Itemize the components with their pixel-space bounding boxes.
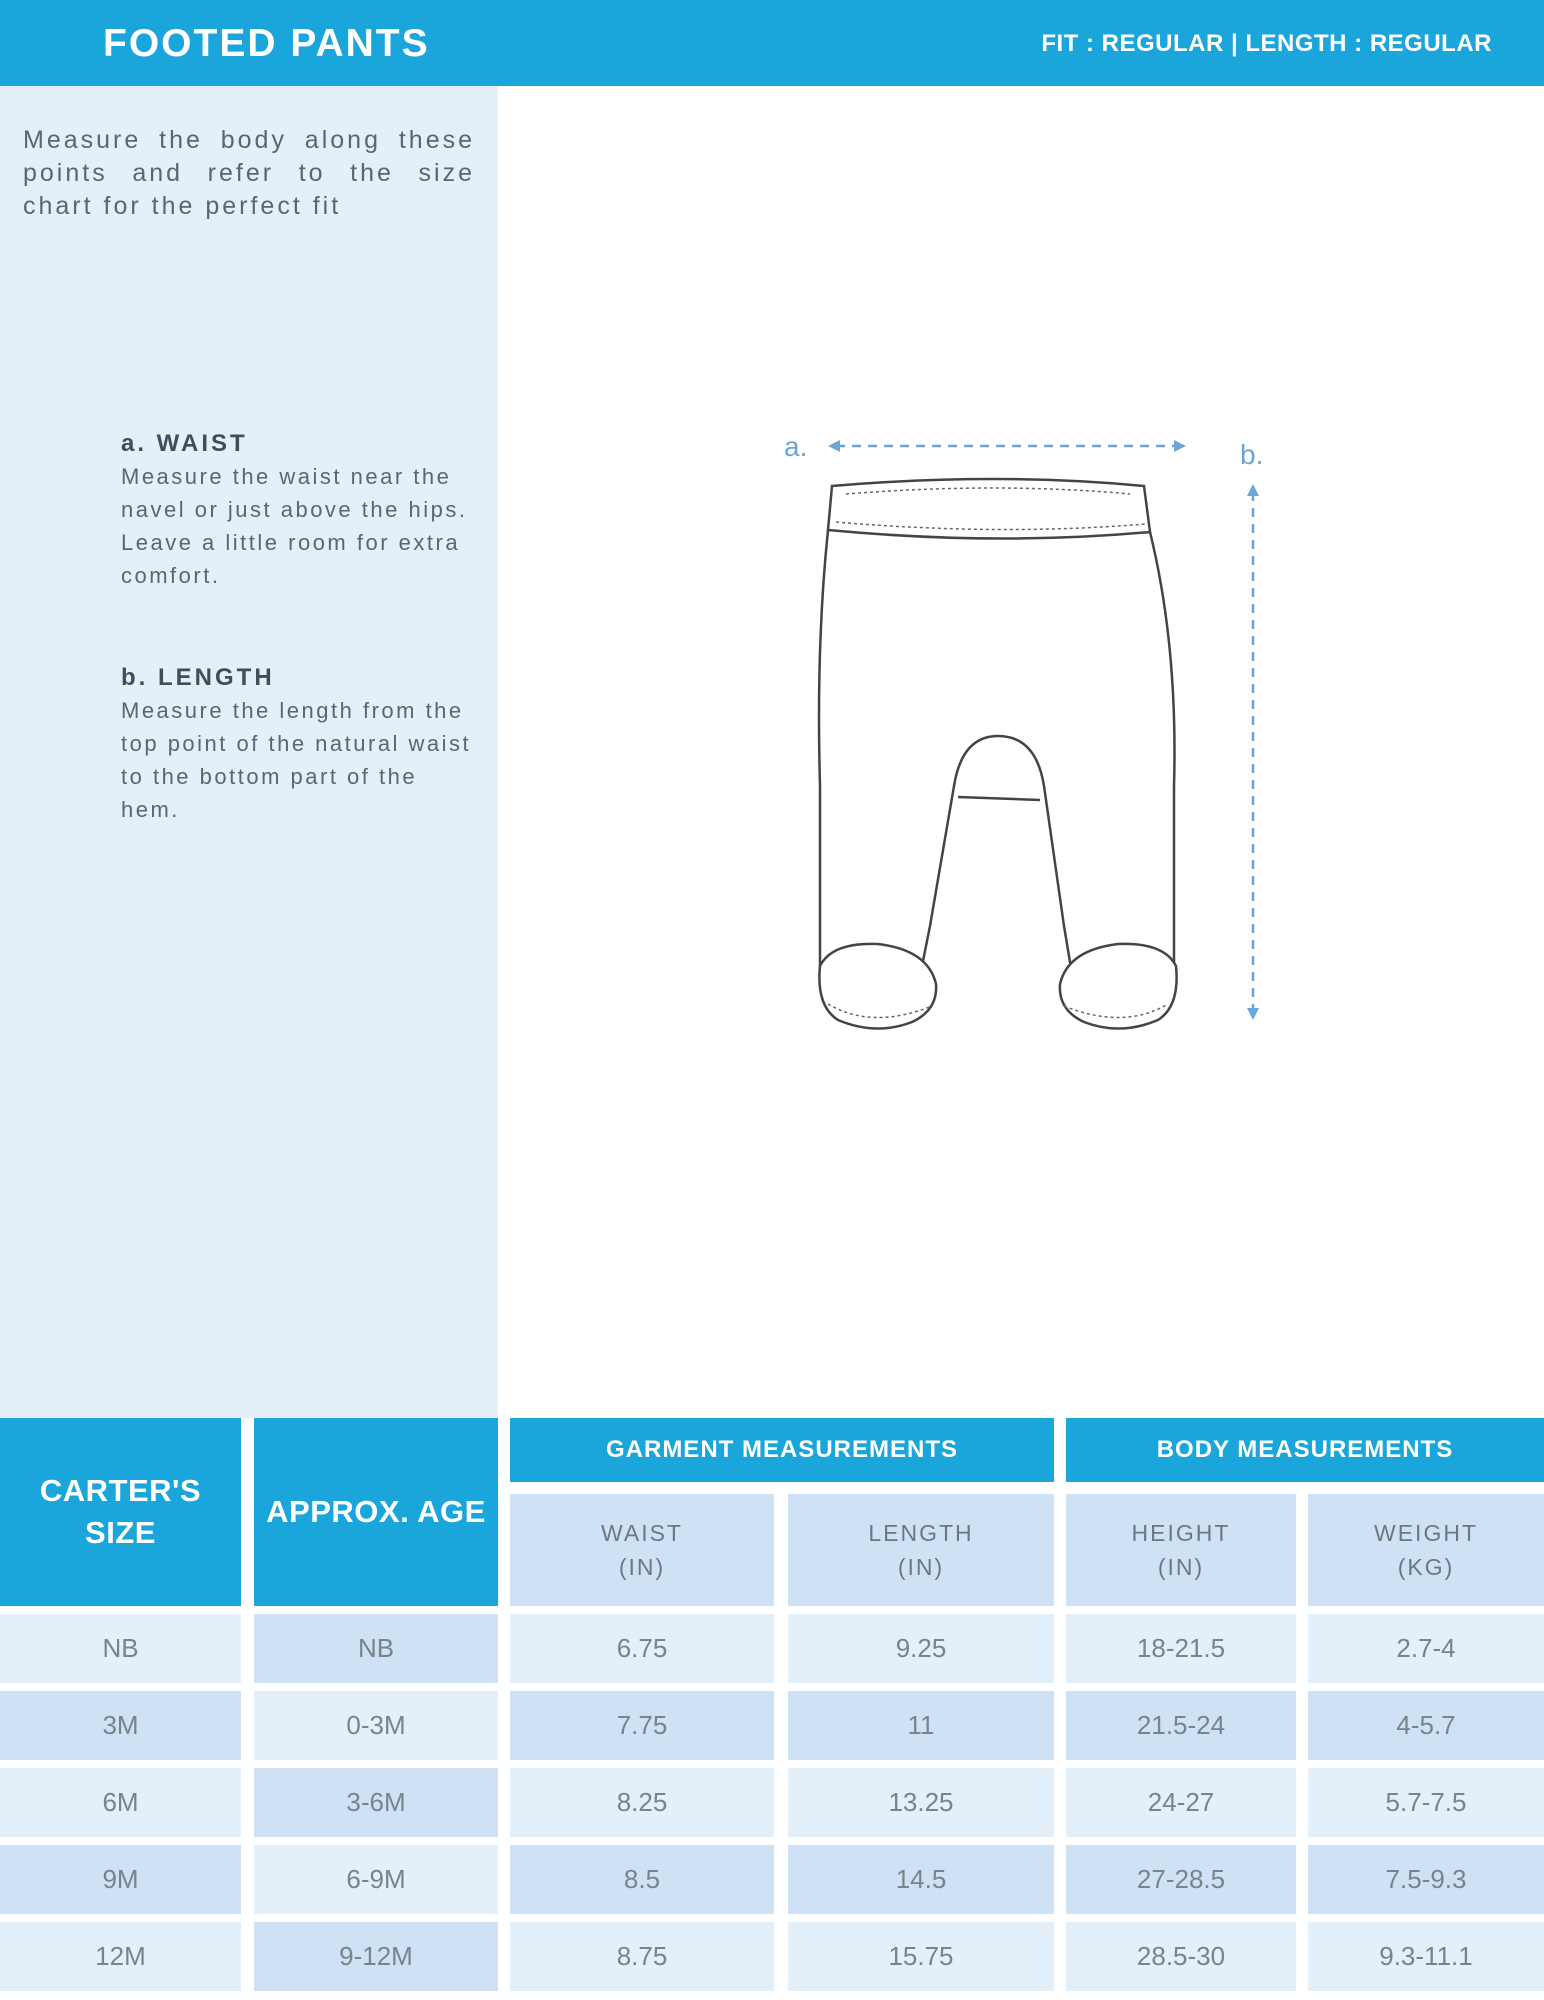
- length-title: b. LENGTH: [121, 664, 275, 691]
- fit-info: FIT : REGULAR | LENGTH : REGULAR: [1041, 30, 1492, 57]
- header-body-measurements: BODY MEASUREMENTS: [1066, 1418, 1544, 1482]
- table-cell-age: NB: [254, 1614, 498, 1683]
- table-cell-weight: 5.7-7.5: [1308, 1768, 1544, 1837]
- header-carters-size: CARTER'S SIZE: [0, 1418, 241, 1606]
- height-unit: (IN): [1157, 1554, 1205, 1580]
- waist-instruction: [121, 428, 481, 592]
- table-cell-waist: 6.75: [510, 1614, 774, 1683]
- table-cell-age: 0-3M: [254, 1691, 498, 1760]
- length-description: Measure the length from the top point of the natural waist to the bottom part of the hem.: [121, 698, 472, 822]
- table-cell-length: 11: [788, 1691, 1054, 1760]
- footed-pants-diagram: [498, 86, 1544, 1418]
- header-waist: [510, 1494, 774, 1606]
- waist-arrow-left: [828, 440, 840, 452]
- table-cell-size: 3M: [0, 1691, 241, 1760]
- length-arrow-bottom: [1247, 1008, 1259, 1020]
- table-cell-age: 6-9M: [254, 1845, 498, 1914]
- table-cell-size: 9M: [0, 1845, 241, 1914]
- length-arrow-top: [1247, 484, 1259, 496]
- table-cell-age: 9-12M: [254, 1922, 498, 1991]
- pants-outline: [819, 479, 1177, 1029]
- table-cell-height: 18-21.5: [1066, 1614, 1296, 1683]
- page-title: FOOTED PANTS: [103, 22, 430, 65]
- size-chart-table: [0, 1418, 1544, 2000]
- table-cell-size: 6M: [0, 1768, 241, 1837]
- header-height: [1066, 1494, 1296, 1606]
- header-weight: [1308, 1494, 1544, 1606]
- length-label: LENGTH: [868, 1520, 974, 1546]
- header-garment-measurements: GARMENT MEASUREMENTS: [510, 1418, 1054, 1482]
- waist-dimension-label: a.: [784, 431, 808, 462]
- height-label: HEIGHT: [1131, 1520, 1231, 1546]
- table-cell-waist: 8.75: [510, 1922, 774, 1991]
- waist-description: Measure the waist near the navel or just above the hips. Leave a little room for extra comfort.: [121, 464, 468, 588]
- header-length: [788, 1494, 1054, 1606]
- table-cell-height: 24-27: [1066, 1768, 1296, 1837]
- table-cell-weight: 9.3-11.1: [1308, 1922, 1544, 1991]
- table-cell-length: 14.5: [788, 1845, 1054, 1914]
- table-cell-height: 28.5-30: [1066, 1922, 1296, 1991]
- table-cell-size: 12M: [0, 1922, 241, 1991]
- table-cell-age: 3-6M: [254, 1768, 498, 1837]
- waist-label: WAIST: [601, 1520, 683, 1546]
- header-bar: [0, 0, 1544, 86]
- table-cell-waist: 8.5: [510, 1845, 774, 1914]
- table-cell-length: 9.25: [788, 1614, 1054, 1683]
- length-instruction: [121, 662, 481, 826]
- length-dimension-label: b.: [1240, 439, 1264, 470]
- table-cell-waist: 8.25: [510, 1768, 774, 1837]
- table-cell-length: 13.25: [788, 1768, 1054, 1837]
- table-cell-weight: 2.7-4: [1308, 1614, 1544, 1683]
- table-cell-waist: 7.75: [510, 1691, 774, 1760]
- weight-unit: (KG): [1397, 1554, 1455, 1580]
- weight-label: WEIGHT: [1374, 1520, 1478, 1546]
- table-cell-weight: 4-5.7: [1308, 1691, 1544, 1760]
- table-cell-size: NB: [0, 1614, 241, 1683]
- table-cell-height: 21.5-24: [1066, 1691, 1296, 1760]
- header-approx-age: APPROX. AGE: [254, 1418, 498, 1606]
- pants-illustration: [498, 86, 1544, 1418]
- waist-title: a. WAIST: [121, 430, 248, 457]
- intro-text: Measure the body along these points and refer to the size chart for the perfect fit: [23, 126, 475, 220]
- table-cell-length: 15.75: [788, 1922, 1054, 1991]
- table-cell-height: 27-28.5: [1066, 1845, 1296, 1914]
- table-cell-weight: 7.5-9.3: [1308, 1845, 1544, 1914]
- length-unit: (IN): [897, 1554, 945, 1580]
- waist-arrow-right: [1174, 440, 1186, 452]
- waist-unit: (IN): [618, 1554, 666, 1580]
- instructions-panel: [0, 86, 498, 1418]
